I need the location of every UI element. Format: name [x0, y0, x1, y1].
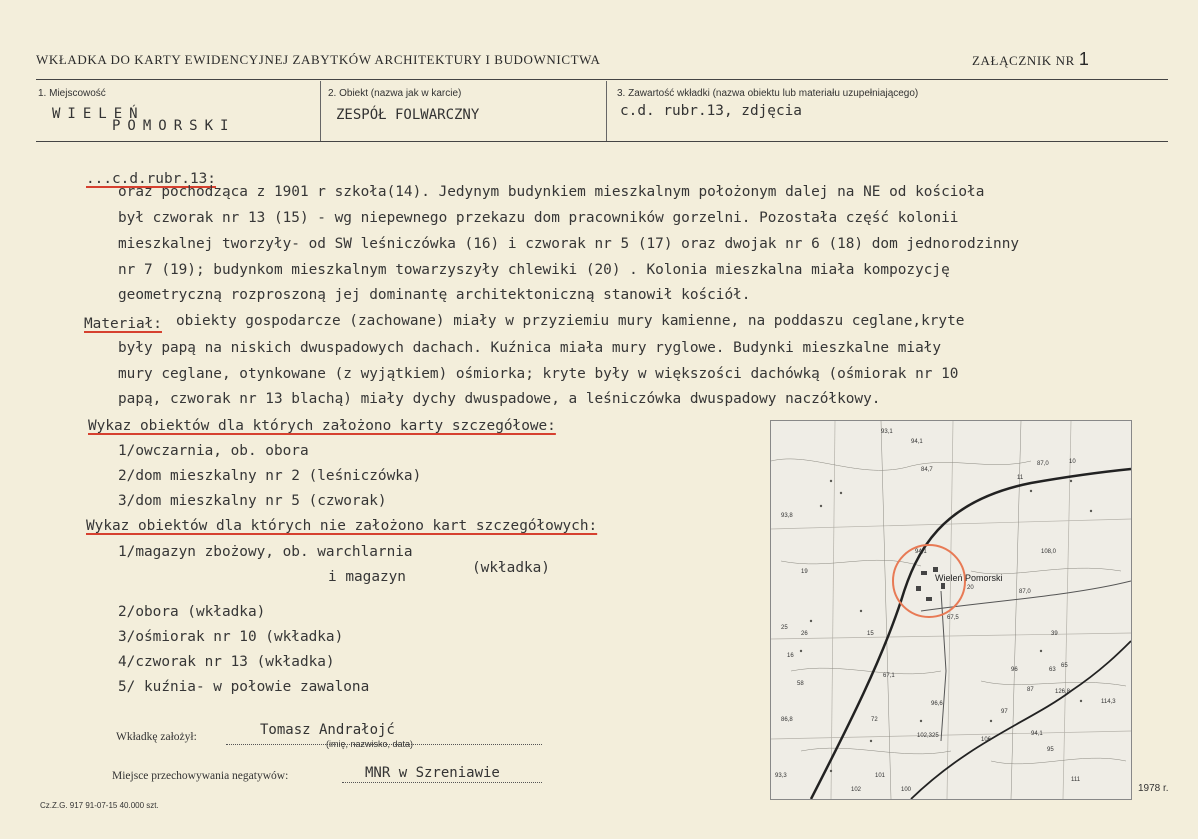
- map-label: 86,8: [781, 717, 793, 723]
- map-label: 20: [967, 585, 974, 591]
- list1-item-3: 3/dom mieszkalny nr 5 (czworak): [118, 493, 387, 509]
- map-label: 72: [871, 717, 878, 723]
- map-label: 94,1: [1031, 731, 1043, 737]
- map-label: 93,3: [775, 773, 787, 779]
- field-3-value: c.d. rubr.13, zdjęcia: [620, 103, 802, 119]
- map-label: 67,1: [883, 673, 895, 679]
- cd-heading: ...c.d.rubr.13:: [86, 171, 216, 187]
- map-label: 106: [981, 737, 992, 743]
- negatives-value: MNR w Szreniawie: [365, 765, 500, 781]
- map-label: 87,0: [1019, 589, 1031, 595]
- map-label: 11: [1017, 475, 1024, 481]
- map-label: 87: [1027, 687, 1034, 693]
- list2-item-5: 5/ kuźnia- w połowie zawalona: [118, 679, 370, 695]
- material-line-1: obiekty gospodarcze (zachowane) miały w przyziemiu mury kamienne, na poddaszu ceglane,kryte: [176, 313, 965, 329]
- map-label: 108,0: [1041, 549, 1057, 555]
- map-label: 87,0: [1037, 461, 1049, 467]
- cd-line-5: geometryczną rozproszoną jej dominantę architektoniczną stanowił kościół.: [118, 287, 751, 303]
- field-2-value: ZESPÓŁ FOLWARCZNY: [336, 107, 480, 123]
- list2-item-3: 3/ośmiorak nr 10 (wkładka): [118, 629, 344, 645]
- material-line-3: mury ceglane, otynkowane (z wyjątkiem) ośmiorka; kryte były w większości dachówką (ośmiorak nr 10: [118, 366, 959, 382]
- list2-item-1a: 1/magazyn zbożowy, ob. warchlarnia: [118, 544, 413, 560]
- map-label: 95: [1047, 747, 1054, 753]
- map-label: 100: [901, 787, 912, 793]
- list2-item-1b: i magazyn: [328, 569, 406, 585]
- map-label: 19: [801, 569, 808, 575]
- cd-line-2: był czworak nr 13 (15) - wg niepewnego przekazu dom pracowników gorzelni. Pozostała część kolonii: [118, 210, 959, 226]
- cd-line-3: mieszkalnej tworzyły- od SW leśniczówka (16) i czworak nr 5 (17) oraz dwojak nr 6 (18) dom jednorodzinny: [118, 236, 1020, 252]
- map-label: 114,3: [1101, 699, 1116, 705]
- material-line-2: były papą na niskich dwuspadowych dachach. Kuźnica miała mury ryglowe. Budynki mieszkalne miały: [118, 340, 942, 356]
- map-label: 96: [1011, 667, 1018, 673]
- year-label: 1978 r.: [1138, 783, 1169, 794]
- map-label: 102,325: [917, 733, 939, 739]
- cd-line-4: nr 7 (19); budynkom mieszkalnym towarzyszyły chlewiki (20) . Kolonia mieszkalna miała kompozycję: [118, 262, 950, 278]
- map-label: 67,5: [947, 615, 959, 621]
- list2-heading: Wykaz obiektów dla których nie założono kart szczegółowych:: [86, 518, 598, 534]
- map-label: 96,6: [931, 701, 943, 707]
- list1-item-2: 2/dom mieszkalny nr 2 (leśniczówka): [118, 468, 422, 484]
- map-photo: [770, 420, 1132, 800]
- map-label: 65: [1061, 663, 1068, 669]
- map-drawing: [771, 421, 1131, 799]
- author-label: Wkładkę założył:: [116, 731, 197, 743]
- field-1-value-line1: WIELEŃ: [52, 106, 145, 122]
- list2-item-1c: (wkładka): [472, 560, 550, 576]
- list2-item-2: 2/obora (wkładka): [118, 604, 266, 620]
- map-label: 101: [875, 773, 886, 779]
- map-label: 58: [797, 681, 804, 687]
- field-1-value-line2: POMORSKI: [112, 118, 236, 134]
- map-place-label: Wieleń Pomorski: [935, 573, 1003, 583]
- negatives-label: Miejsce przechowywania negatywów:: [112, 770, 289, 782]
- map-label: 94,1: [911, 439, 923, 445]
- field-divider-2: [606, 81, 607, 141]
- map-label: 94,1: [915, 549, 927, 555]
- field-1-label: 1. Miejscowość: [38, 88, 106, 99]
- form-title: WKŁADKA DO KARTY EWIDENCYJNEJ ZABYTKÓW ARCHITEKTURY I BUDOWNICTWA: [36, 52, 601, 67]
- field-divider-1: [320, 81, 321, 141]
- attachment-label: [972, 49, 1090, 70]
- map-label: 84,7: [921, 467, 933, 473]
- map-label: 39: [1051, 631, 1058, 637]
- header-rule-top: [36, 79, 1168, 80]
- map-label: 111: [1071, 777, 1081, 783]
- field-3-label: 3. Zawartość wkładki (nazwa obiektu lub materiału uzupełniającego): [617, 88, 919, 99]
- header-rule-bottom: [36, 141, 1168, 142]
- map-label: 93,1: [881, 429, 893, 435]
- map-label: 126,8: [1055, 689, 1071, 695]
- map-label: 16: [787, 653, 794, 659]
- material-line-4: papą, czworak nr 13 blachą) miały dychy dwuspadowe, a leśniczówka dwuspadowy naczółkowy.: [118, 391, 881, 407]
- map-label: 102: [851, 787, 862, 793]
- attachment-number: 1: [1078, 49, 1090, 69]
- list1-item-1: 1/owczarnia, ob. obora: [118, 443, 309, 459]
- negatives-dotted-line: [342, 782, 542, 783]
- list2-item-4: 4/czworak nr 13 (wkładka): [118, 654, 335, 670]
- author-value: Tomasz Andrałojć: [260, 722, 395, 738]
- author-hint: (imię, nazwisko, data): [326, 739, 414, 749]
- field-2-label: 2. Obiekt (nazwa jak w karcie): [328, 88, 462, 99]
- cd-line-1: oraz pochodząca z 1901 r szkoła(14). Jedynym budynkiem mieszkalnym położonym dalej na NE od kościoła: [118, 184, 985, 200]
- map-label: 26: [801, 631, 808, 637]
- map-label: 97: [1001, 709, 1008, 715]
- map-label: 10: [1069, 459, 1076, 465]
- map-label: 15: [867, 631, 874, 637]
- map-label: 93,8: [781, 513, 793, 519]
- attachment-label-text: ZAŁĄCZNIK NR: [972, 53, 1075, 68]
- map-label: 63: [1049, 667, 1056, 673]
- material-heading: Materiał:: [84, 316, 162, 332]
- map-label: 25: [781, 625, 788, 631]
- list1-heading: Wykaz obiektów dla których założono karty szczegółowe:: [88, 418, 556, 434]
- print-code: Cz.Z.G. 917 91-07-15 40.000 szt.: [40, 801, 159, 810]
